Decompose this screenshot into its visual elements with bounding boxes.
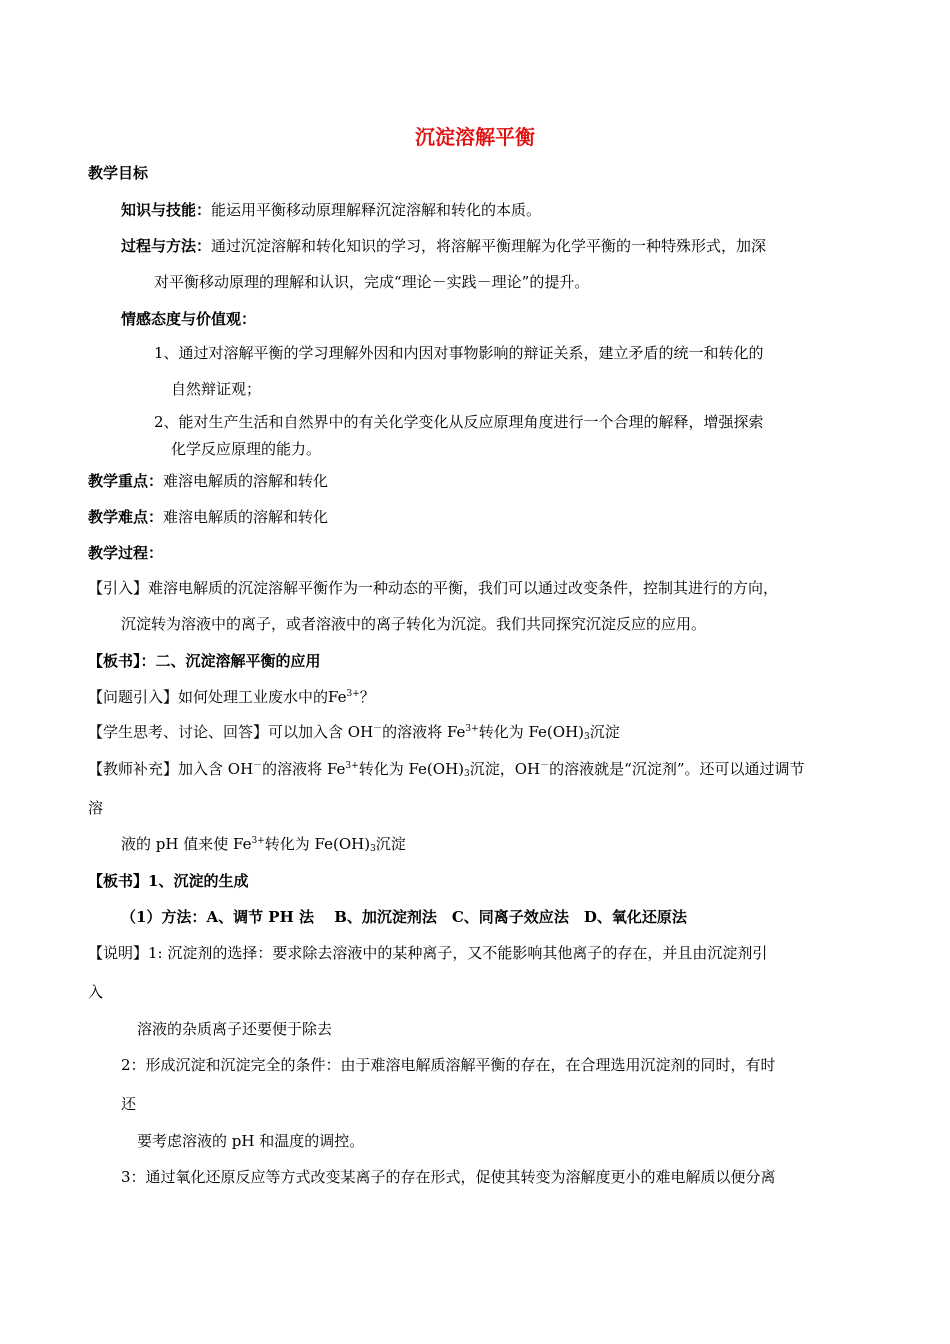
- teacher-sup1: －: [253, 761, 263, 771]
- teacher-line3c: 沉淀: [375, 835, 406, 853]
- key-point-label: 教学重点：: [88, 472, 164, 490]
- teacher-b: 的溶液将 Fe: [262, 760, 346, 778]
- teacher-e: 的溶液就是“沉淀剂”。还可以通过调节: [549, 760, 805, 778]
- student-sup2: 3+: [465, 724, 479, 734]
- student-sub: 3: [584, 732, 590, 742]
- process-line-1: [121, 236, 766, 256]
- process-text-1: 通过沉淀溶解和转化知识的学习，将溶解平衡理解为化学平衡的一种特殊形式，加深: [211, 237, 767, 255]
- note-2a: 2：形成沉淀和沉淀完全的条件：由于难溶电解质溶解平衡的存在，在合理选用沉淀剂的同时，有时: [121, 1056, 776, 1074]
- question-line: [88, 687, 375, 707]
- teacher-d: 沉淀，OH: [469, 760, 541, 778]
- teacher-sup3: －: [540, 761, 550, 771]
- goals-heading: 教学目标: [88, 164, 149, 182]
- teacher-line-3: [121, 834, 406, 854]
- teacher-sub: 3: [464, 769, 470, 779]
- page-title: 沉淀溶解平衡: [415, 125, 535, 149]
- difficult-point-text: 难溶电解质的溶解和转化: [163, 508, 329, 526]
- board-heading-1: 【板书】：二、沉淀溶解平衡的应用: [88, 652, 321, 670]
- teacher-sup2: 3+: [345, 761, 359, 771]
- question-end: ？: [359, 688, 375, 706]
- note-2-wrap: 还: [121, 1095, 137, 1113]
- key-point-line: [88, 471, 328, 491]
- knowledge-text: 能运用平衡移动原理解释沉淀溶解和转化的本质。: [211, 201, 542, 219]
- note-1a: 【说明】1: 沉淀剂的选择：要求除去溶液中的某种离子，又不能影响其他离子的存在，并且由沉淀剂引: [88, 944, 768, 962]
- difficult-point-line: [88, 507, 328, 527]
- teacher-a: 【教师补充】加入含 OH: [88, 760, 254, 778]
- teacher-line3b: 转化为 Fe(OH): [264, 835, 371, 853]
- teacher-c: 转化为 Fe(OH): [358, 760, 465, 778]
- process-label: 过程与方法：: [121, 237, 212, 255]
- emotion-2a: 2、能对生产生活和自然界中的有关化学变化从反应原理角度进行一个合理的解释，增强探索: [154, 413, 764, 431]
- question-sup: 3+: [346, 689, 360, 699]
- board-heading-2: 【板书】1、沉淀的生成: [88, 872, 249, 890]
- student-d: 沉淀: [589, 723, 620, 741]
- note-1-wrap: 入: [88, 983, 104, 1001]
- emotion-1a: 1、通过对溶解平衡的学习理解外因和内因对事物影响的辩证关系，建立矛盾的统一和转化的: [154, 344, 764, 362]
- teacher-line3-sub: 3: [370, 844, 376, 854]
- process-line-2: 对平衡移动原理的理解和认识，完成“理论－实践－理论”的提升。: [154, 273, 590, 291]
- emotion-2b: 化学反应原理的能力。: [171, 440, 322, 458]
- student-c: 转化为 Fe(OH): [478, 723, 585, 741]
- question-text: 【问题引入】如何处理工业废水中的Fe: [88, 688, 347, 706]
- note-1b: 溶液的杂质离子还要便于除去: [137, 1020, 333, 1038]
- teacher-line3a: 液的 pH 值来使 Fe: [121, 835, 252, 853]
- knowledge-line: [121, 200, 541, 220]
- teacher-line3-sup: 3+: [251, 836, 265, 846]
- student-sup1: －: [373, 724, 383, 734]
- teacher-wrap: 溶: [88, 799, 104, 817]
- student-line: [88, 722, 620, 742]
- key-point-text: 难溶电解质的溶解和转化: [163, 472, 329, 490]
- note-2b: 要考虑溶液的 pH 和温度的调控。: [137, 1132, 365, 1150]
- teacher-line-1: [88, 759, 805, 779]
- knowledge-label: 知识与技能：: [121, 201, 212, 219]
- student-a: 【学生思考、讨论、回答】可以加入含 OH: [88, 723, 374, 741]
- difficult-point-label: 教学难点：: [88, 508, 164, 526]
- intro-line-2: 沉淀转为溶液中的离子，或者溶液中的离子转化为沉淀。我们共同探究沉淀反应的应用。: [121, 615, 707, 633]
- process-heading: 教学过程：: [88, 544, 164, 562]
- methods-line: （1）方法：A、调节 PH 法 B、加沉淀剂法 C、同离子效应法 D、氧化还原法: [121, 908, 687, 926]
- note-3a: 3：通过氧化还原反应等方式改变某离子的存在形式，促使其转变为溶解度更小的难电解质以便分离: [121, 1168, 776, 1186]
- intro-line-1: 【引入】难溶电解质的沉淀溶解平衡作为一种动态的平衡，我们可以通过改变条件，控制其进行的方向，: [88, 579, 779, 597]
- emotion-label: 情感态度与价值观：: [121, 310, 257, 328]
- emotion-1b: 自然辩证观；: [171, 380, 262, 398]
- student-b: 的溶液将 Fe: [382, 723, 466, 741]
